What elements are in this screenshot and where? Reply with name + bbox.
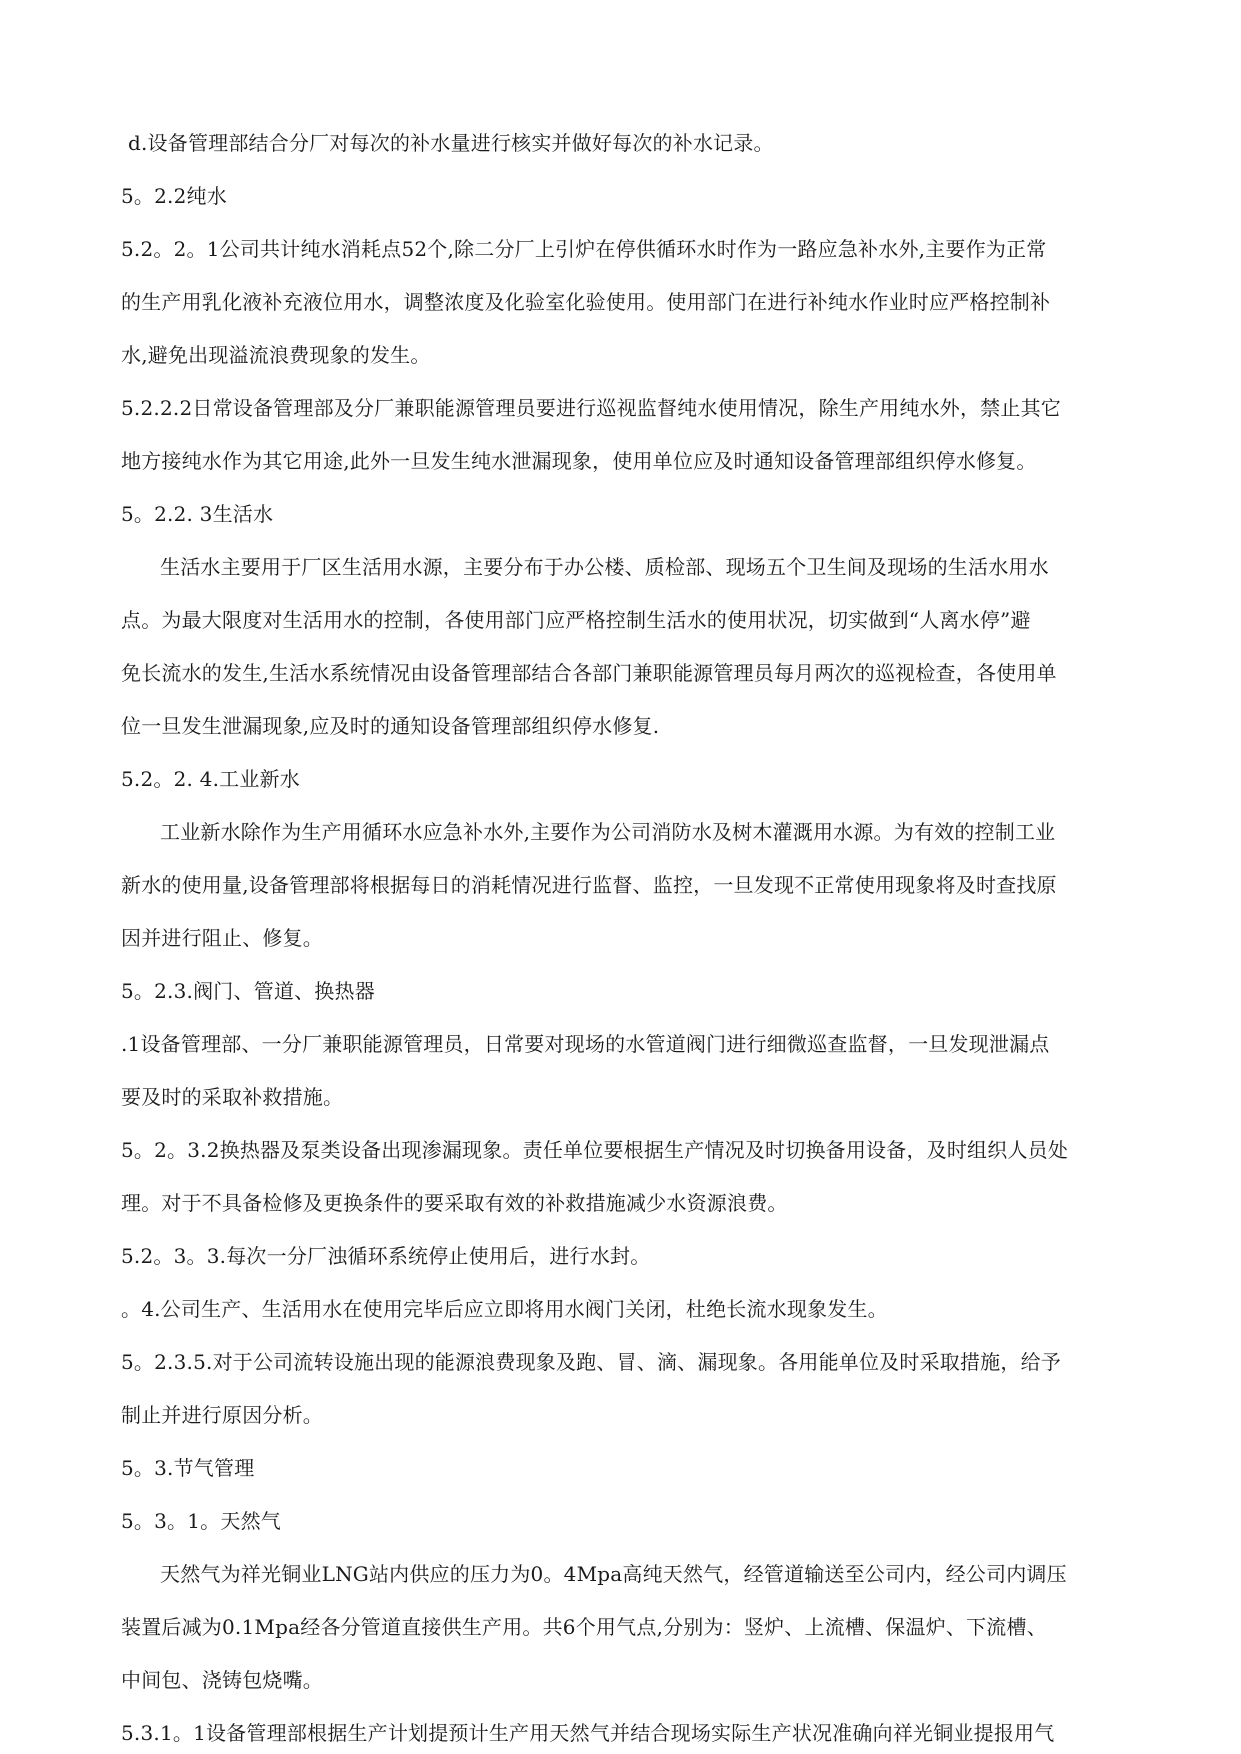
section-heading: 5。2.2纯水 [121, 184, 227, 208]
text-line: 生活水主要用于厂区生活用水源，主要分布于办公楼、质检部、现场五个卫生间及现场的生活水用水 [160, 555, 1049, 579]
section-heading: 5。2.2. 3生活水 [121, 502, 274, 526]
text-line: 天然气为祥光铜业LNG站内供应的压力为0。4Mpa高纯天然气，经管道输送至公司内，经公司内调压 [160, 1562, 1067, 1586]
text-line: 装置后减为0.1Mpa经各分管道直接供生产用。共6个用气点,分别为：竖炉、上流槽、保温炉、下流槽、 [121, 1615, 1047, 1639]
text-line: 工业新水除作为生产用循环水应急补水外,主要作为公司消防水及树木灌溉用水源。为有效的控制工业 [160, 820, 1056, 844]
text-line: 制止并进行原因分析。 [121, 1403, 323, 1427]
text-line: 5。2。3.2换热器及泵类设备出现渗漏现象。责任单位要根据生产情况及时切换备用设备，及时组织人员处 [121, 1138, 1069, 1162]
text-line: 5.3.1。1设备管理部根据生产计划提预计生产用天然气并结合现场实际生产状况准确向祥光铜业提报用气 [121, 1721, 1055, 1745]
text-line: 理。对于不具备检修及更换条件的要采取有效的补救措施减少水资源浪费。 [121, 1191, 788, 1215]
section-heading: 5。3。1。天然气 [121, 1509, 281, 1533]
text-line: 位一旦发生泄漏现象,应及时的通知设备管理部组织停水修复. [121, 714, 660, 738]
text-line: 地方接纯水作为其它用途,此外一旦发生纯水泄漏现象，使用单位应及时通知设备管理部组织停水修复。 [121, 449, 1037, 473]
section-heading: 5。2.3.阀门、管道、换热器 [121, 979, 375, 1003]
text-line: 水,避免出现溢流浪费现象的发生。 [121, 343, 431, 367]
text-line: 免长流水的发生,生活水系统情况由设备管理部结合各部门兼职能源管理员每月两次的巡视检查，各使用单 [121, 661, 1057, 685]
text-line: 的生产用乳化液补充液位用水，调整浓度及化验室化验使用。使用部门在进行补纯水作业时应严格控制补 [121, 290, 1051, 314]
section-heading: 5.2。2. 4.工业新水 [121, 767, 300, 791]
text-line: 中间包、浇铸包烧嘴。 [121, 1668, 323, 1692]
text-line: 因并进行阻止、修复。 [121, 926, 323, 950]
text-line: 新水的使用量,设备管理部将根据每日的消耗情况进行监督、监控，一旦发现不正常使用现象将及时查找原 [121, 873, 1057, 897]
text-line: 。4.公司生产、生活用水在使用完毕后应立即将用水阀门关闭，杜绝长流水现象发生。 [121, 1297, 888, 1321]
text-line: 要及时的采取补救措施。 [121, 1085, 344, 1109]
section-heading: 5。3.节气管理 [121, 1456, 255, 1480]
text-line: 5.2。3。3.每次一分厂浊循环系统停止使用后，进行水封。 [121, 1244, 651, 1268]
text-line: d.设备管理部结合分厂对每次的补水量进行核实并做好每次的补水记录。 [128, 131, 774, 155]
text-line: 5.2.2.2日常设备管理部及分厂兼职能源管理员要进行巡视监督纯水使用情况，除生产用纯水外，禁止其它 [121, 396, 1061, 420]
text-line: 5.2。2。1公司共计纯水消耗点52个,除二分厂上引炉在停供循环水时作为一路应急补水外,主要作为正常 [121, 237, 1047, 261]
text-line: 5。2.3.5.对于公司流转设施出现的能源浪费现象及跑、冒、滴、漏现象。各用能单位及时采取措施，给予 [121, 1350, 1061, 1374]
text-line: 点。为最大限度对生活用水的控制，各使用部门应严格控制生活水的使用状况，切实做到“人离水停”避 [121, 608, 1031, 632]
text-line: .1设备管理部、一分厂兼职能源管理员，日常要对现场的水管道阀门进行细微巡查监督，一旦发现泄漏点 [121, 1032, 1050, 1056]
